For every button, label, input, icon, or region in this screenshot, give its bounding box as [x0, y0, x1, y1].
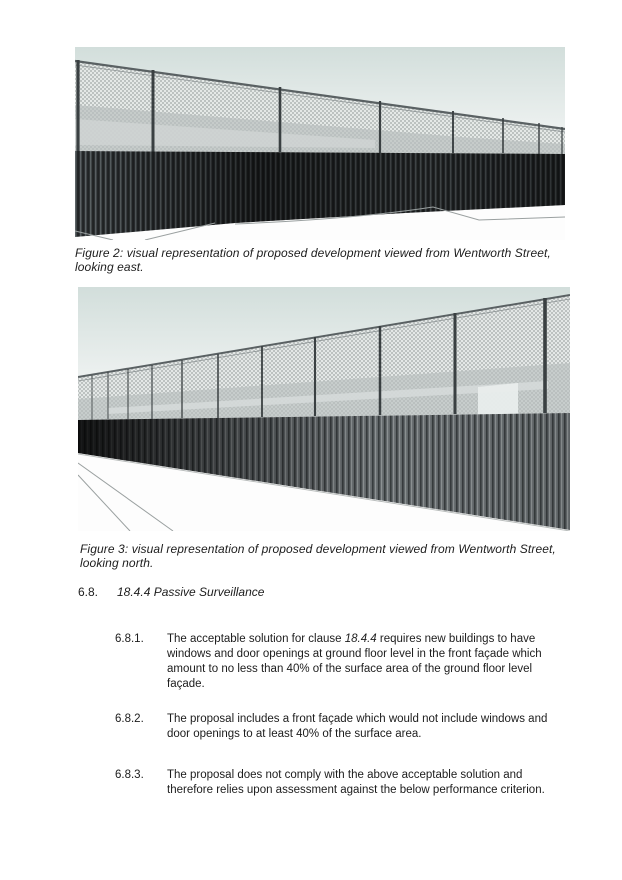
clause-3-text: The proposal does not comply with the above acceptable solution and therefore relies upon assessment against the below performance criterion.: [167, 769, 545, 796]
clause-2-number: 6.8.2.: [115, 713, 144, 725]
clause-3-number: 6.8.3.: [115, 769, 144, 781]
figure-2-image: [75, 47, 565, 240]
clause-1-number: 6.8.1.: [115, 633, 144, 645]
clause-1-text-after: requires new buildings to have windows and door openings at ground floor level in the front façade which amount to no less than 40% of the surface area of the ground floor level façade.: [167, 633, 542, 690]
clause-1-text-before: The acceptable solution for clause: [167, 633, 345, 645]
clause-1-clause-ref: 18.4.4: [344, 633, 377, 645]
section-heading-number: 6.8.: [78, 585, 99, 599]
section-heading-title: 18.4.4 Passive Surveillance: [117, 585, 265, 599]
figure-2-caption: Figure 2: visual representation of proposed development viewed from Wentworth Street, looking east.: [75, 246, 551, 274]
figure-3-image: [78, 287, 570, 531]
figure-3-caption: Figure 3: visual representation of proposed development viewed from Wentworth Street, looking north.: [80, 542, 556, 570]
clause-2-text: The proposal includes a front façade which would not include windows and door openings to at least 40% of the surface area.: [167, 713, 548, 740]
clause-1-text: [167, 632, 551, 692]
